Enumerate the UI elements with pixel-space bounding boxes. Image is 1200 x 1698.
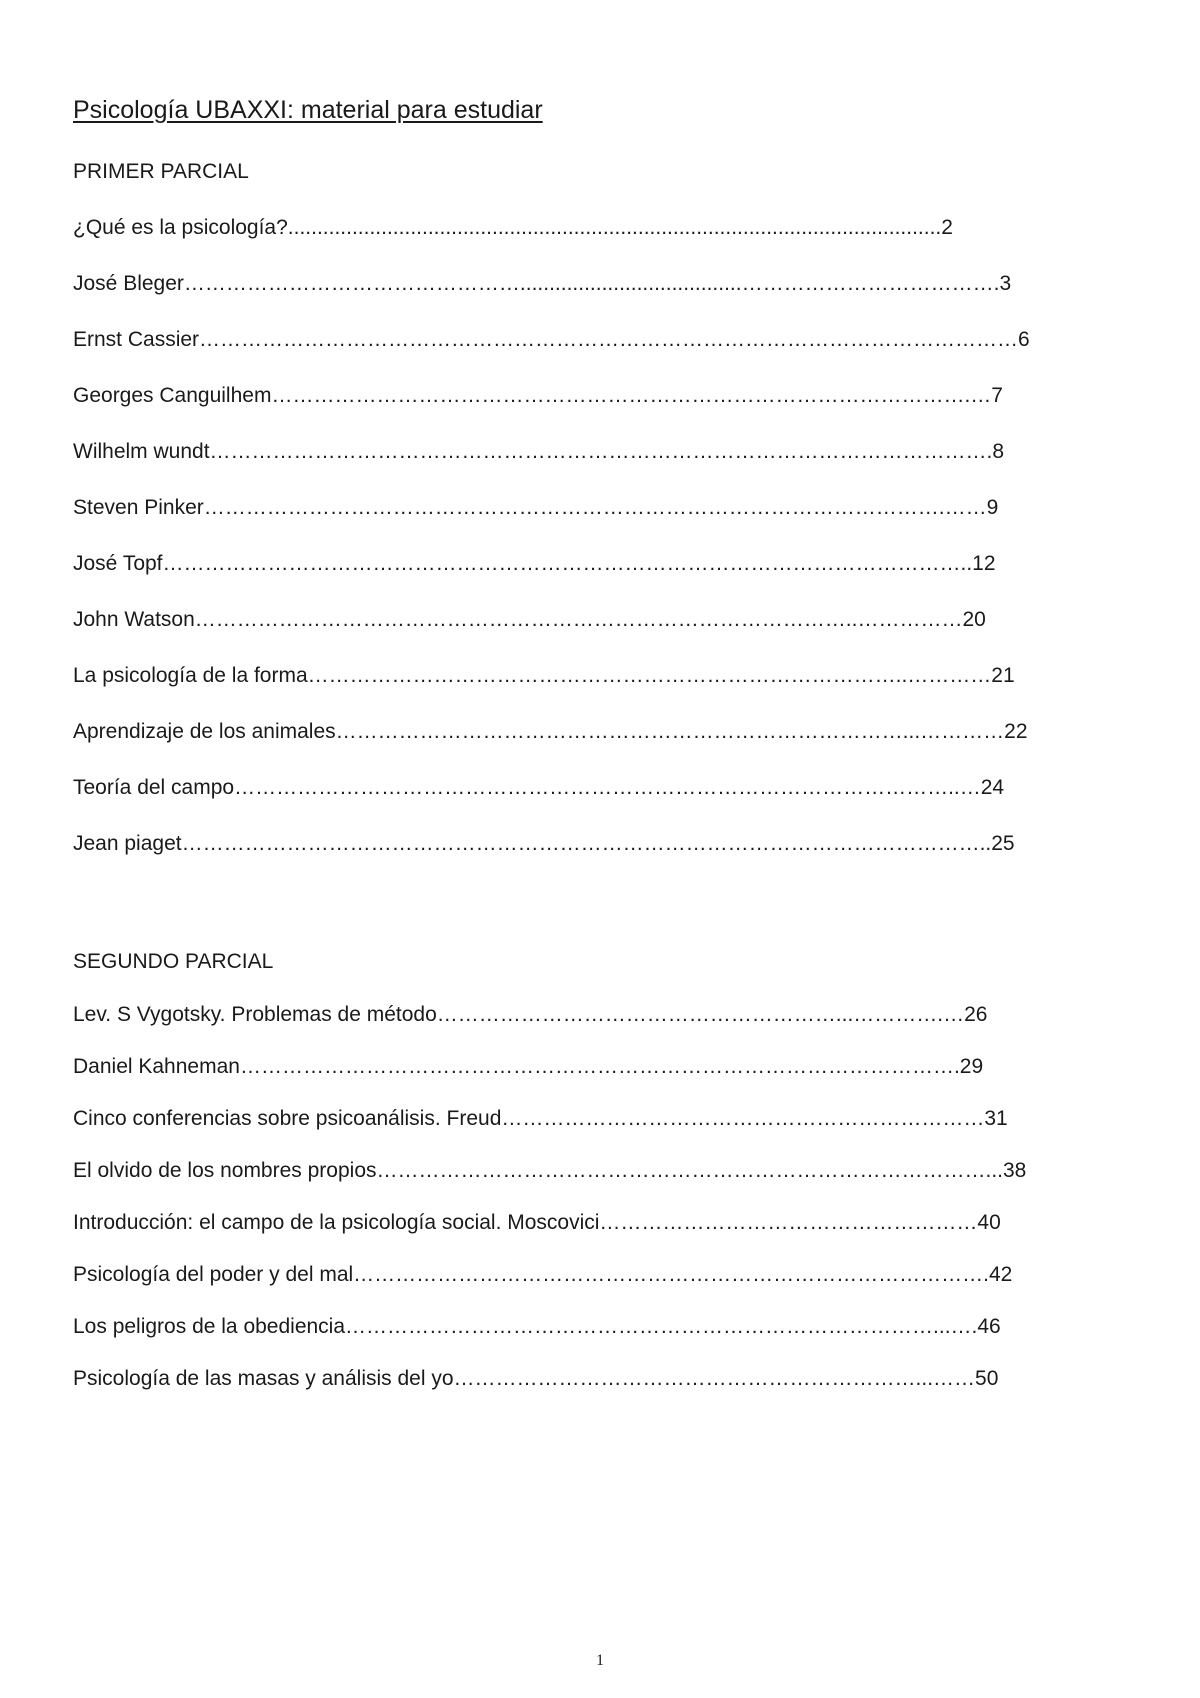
toc-entry: José Topf……………………………………………………………………………………………………..12 [73, 552, 996, 575]
toc-entry: José Bleger…………………………………………......................................……………………………….3 [73, 272, 1012, 295]
toc-entry: Introducción: el campo de la psicología social. Moscovici………………………………………………40 [73, 1211, 1001, 1234]
toc-entry: Jean piaget……………………………………………………………………………………………………..25 [73, 832, 1015, 855]
section-heading-primer-parcial: PRIMER PARCIAL [73, 160, 249, 183]
toc-entry: Psicología de las masas y análisis del yo…………………………………………………………...……50 [73, 1367, 999, 1390]
toc-entry: Wilhelm wundt………………………………………………………………………………………………….8 [73, 440, 1005, 463]
toc-entry: Aprendizaje de los animales………………………………………………………………………...…………22 [73, 720, 1028, 743]
toc-entry: John Watson…………………………………………………………………………………..……………20 [73, 608, 986, 631]
toc-entry: Cinco conferencias sobre psicoanálisis. Freud……………………………………………………………31 [73, 1107, 1008, 1130]
toc-entry: Psicología del poder y del mal……………………………………………………………………………….42 [73, 1263, 1013, 1286]
toc-entry: Georges Canguilhem……………………………………………………………………………………….…7 [73, 384, 1003, 407]
section-heading-segundo-parcial: SEGUNDO PARCIAL [73, 950, 274, 973]
toc-entry: La psicología de la forma…………………………………………………………………………..…………21 [73, 664, 1015, 687]
toc-entry: Steven Pinker…………………………………………………………………………………………….……9 [73, 496, 999, 519]
toc-entry: Los peligros de la obediencia…………………………………………………………………………...….46 [73, 1315, 1001, 1338]
toc-entry: Daniel Kahneman………………………………………………………………………………………….29 [73, 1055, 984, 1078]
toc-entry: ¿Qué es la psicología?................................................................................................................2 [73, 216, 953, 239]
page-number: 1 [596, 1652, 604, 1669]
toc-entry: Lev. S Vygotsky. Problemas de método…………………………………………………...………….…26 [73, 1003, 988, 1026]
toc-entry: El olvido de los nombres propios……………………………………………………………………………...38 [73, 1159, 1027, 1182]
toc-entry: Ernst Cassier………………………………………………………………………………………………………6 [73, 328, 1030, 351]
document-title: Psicología UBAXXI: material para estudiar [73, 96, 543, 124]
toc-entry: Teoría del campo…………………………………………………………………………………………..…24 [73, 776, 1005, 799]
